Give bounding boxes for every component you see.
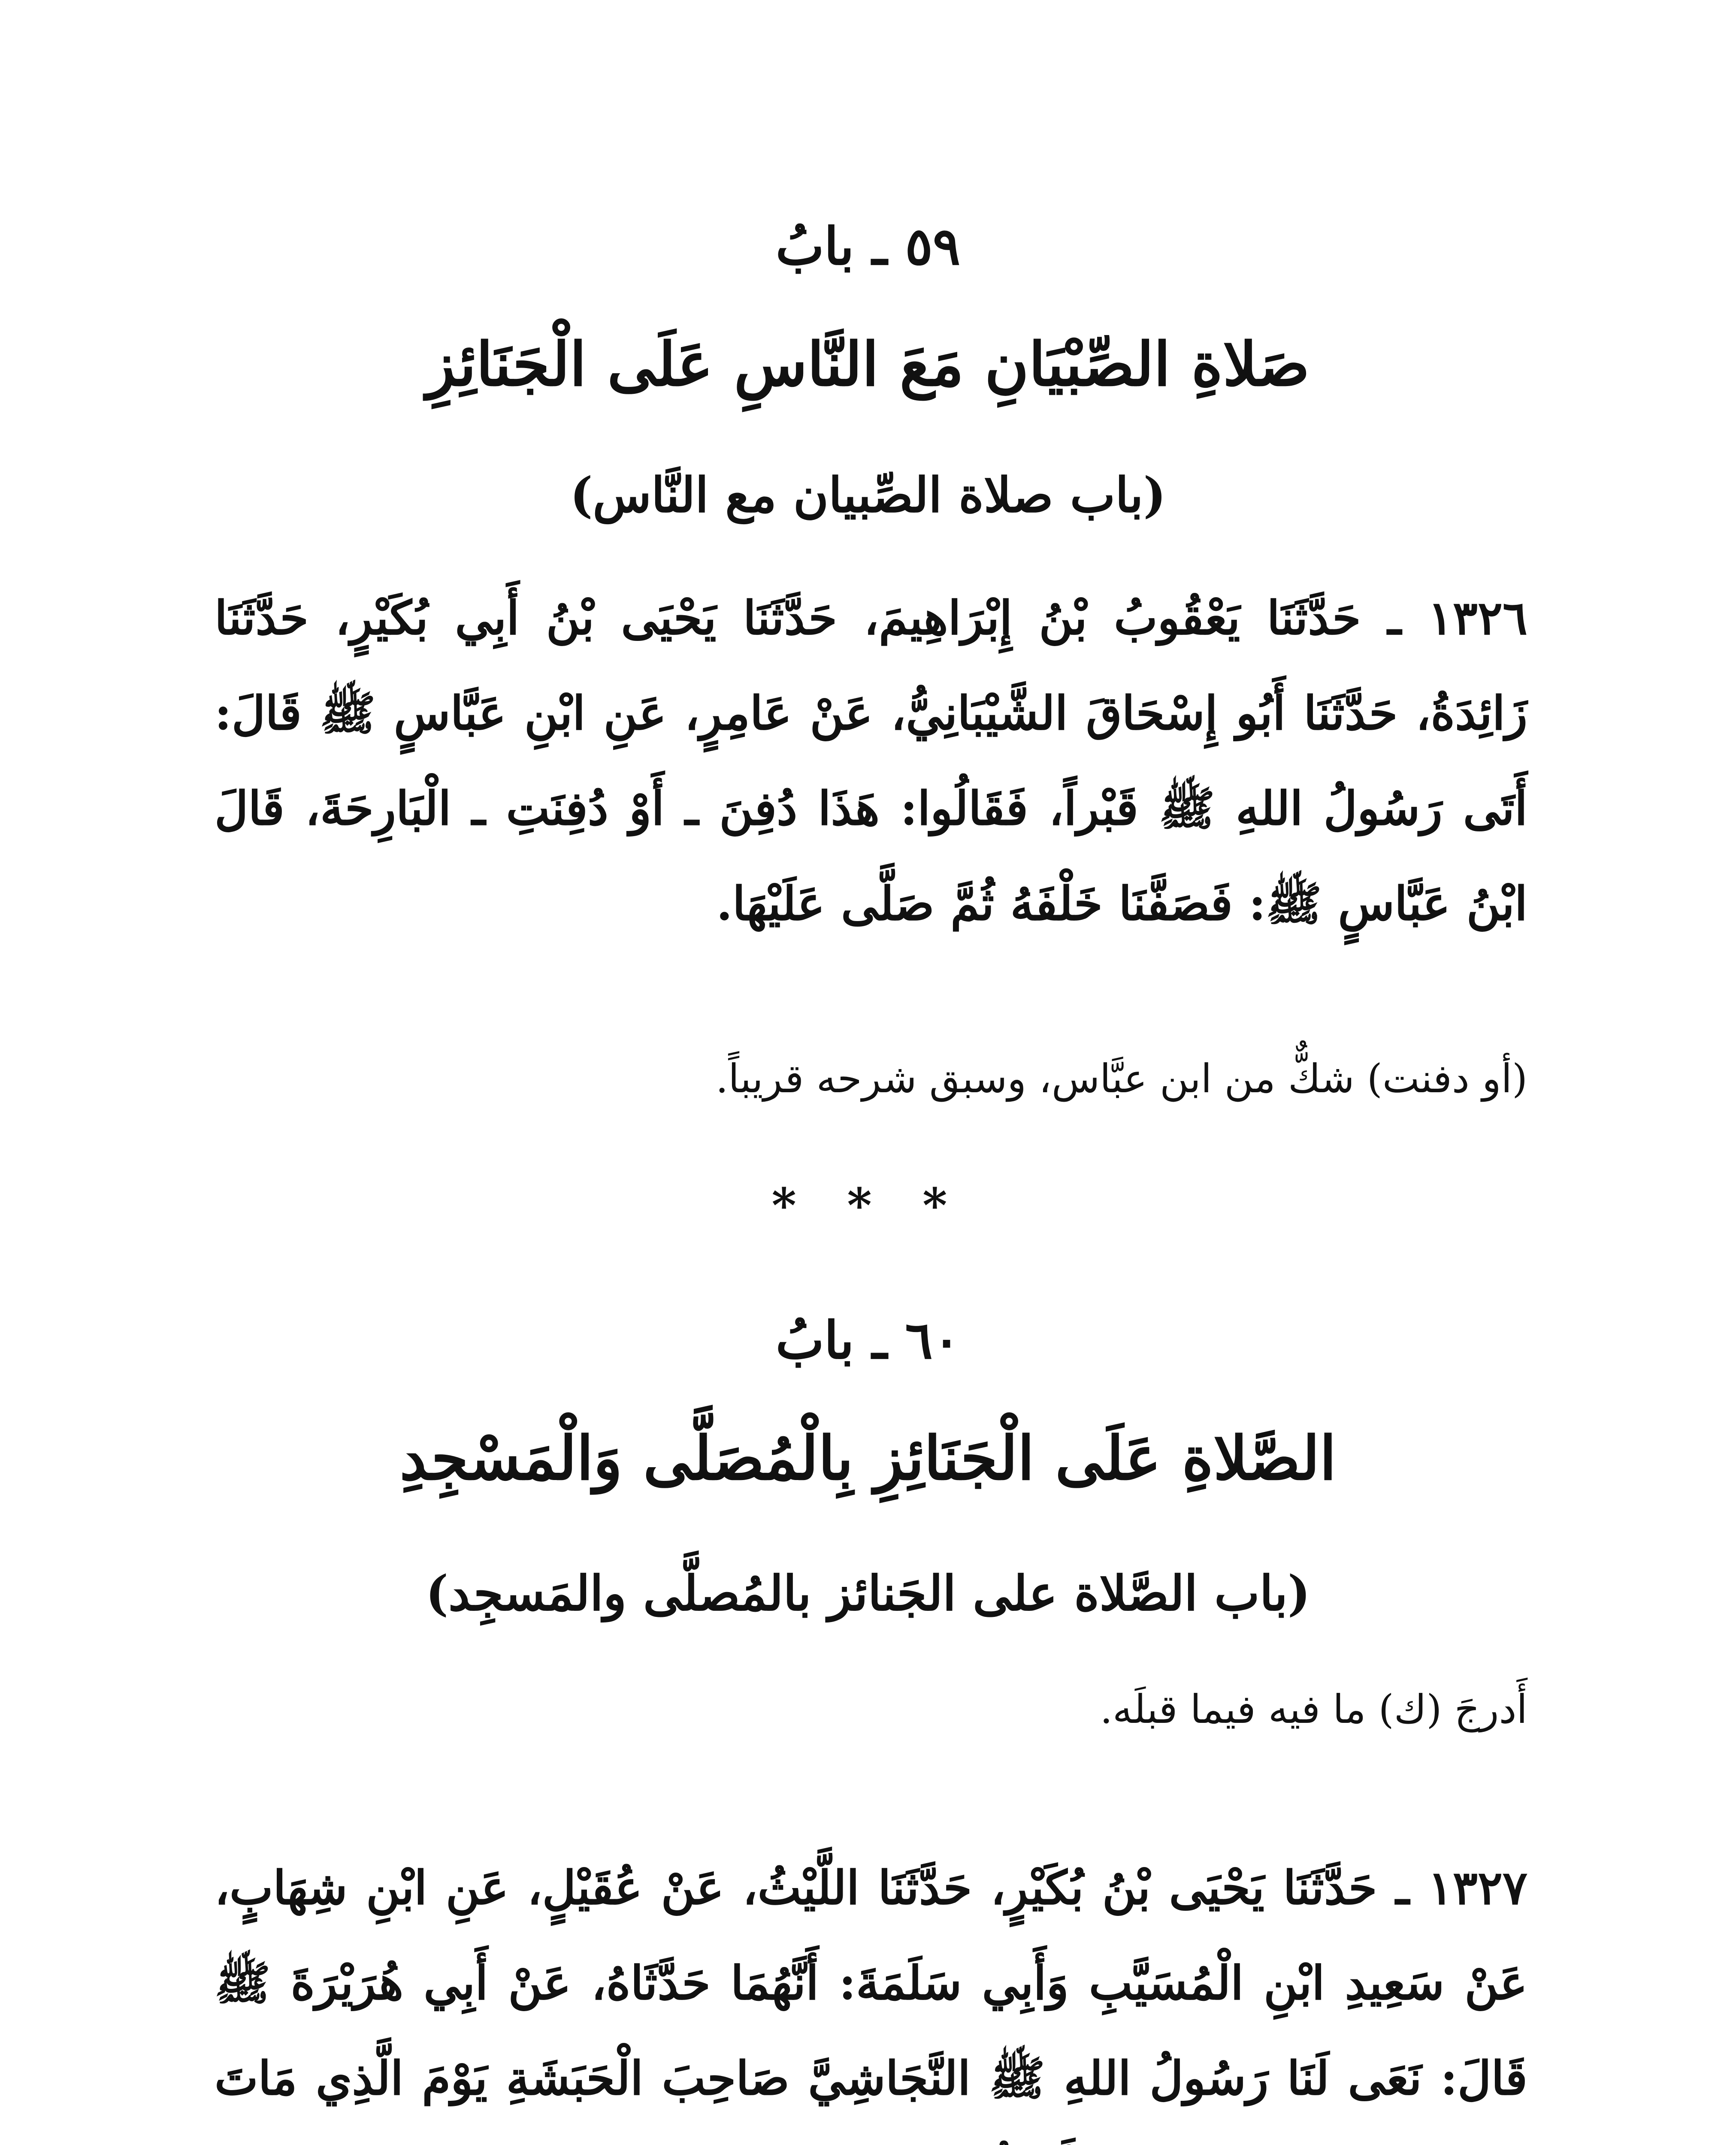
commentary-heading-60: (باب الصَّلاة على الجَنائز بالمُصلَّى والمَسجِد) [425,1565,1311,1622]
section-separator: * * * [771,1178,965,1233]
note-59: (أو دفنت) شكٌّ من ابن عبَّاس، وسبق شرحه قريباً. [715,1056,1527,1102]
chapter-number-59: ٥٩ ـ بابُ [775,216,961,277]
chapter-number-60: ٦٠ ـ بابُ [775,1310,961,1371]
chapter-title-60: الصَّلاةِ عَلَى الْجَنَائِزِ بِالْمُصَلَّى وَالْمَسْجِدِ [399,1423,1337,1494]
note-60: أَدرجَ (ك) ما فيه فيما قبلَه. [1100,1686,1527,1732]
hadith-1326: ١٣٢٦ ـ حَدَّثَنَا يَعْقُوبُ بْنُ إِبْرَاهِيمَ، حَدَّثَنَا يَحْيَى بْنُ أَبِي بُكَيْرٍ، حَدَّثَنَا زَائِدَةُ، حَدَّثَنَا أَبُو إِسْحَاقَ الشَّيْبَانِيُّ، عَنْ عَامِرٍ، عَنِ ابْنِ عَبَّاسٍ ﷺ قَالَ: أَتَى رَسُولُ اللهِ ﷺ قَبْراً، فَقَالُوا: هَذَا دُفِنَ ـ أَوْ دُفِنَتِ ـ الْبَارِحَةَ، قَالَ ابْنُ عَبَّاسٍ ﷺ: فَصَفَّنَا خَلْفَهُ ثُمَّ صَلَّى عَلَيْهَا. [215,591,1527,931]
hadith-1327: ١٣٢٧ ـ حَدَّثَنَا يَحْيَى بْنُ بُكَيْرٍ، حَدَّثَنَا اللَّيْثُ، عَنْ عُقَيْلٍ، عَنِ ابْنِ شِهَابٍ، عَنْ سَعِيدِ ابْنِ الْمُسَيَّبِ وَأَبِي سَلَمَةَ: أَنَّهُمَا حَدَّثَاهُ، عَنْ أَبِي هُرَيْرَةَ ﷺ قَالَ: نَعَى لَنَا رَسُولُ اللهِ ﷺ النَّجَاشِيَّ صَاحِبَ الْحَبَشَةِ يَوْمَ الَّذِي مَاتَ [215,1861,1527,2106]
commentary-heading-59: (باب صلاة الصِّبيان مع النَّاس) [570,467,1166,523]
chapter-title-59: صَلاةِ الصِّبْيَانِ مَعَ النَّاسِ عَلَى الْجَنَائِزِ [426,329,1310,400]
